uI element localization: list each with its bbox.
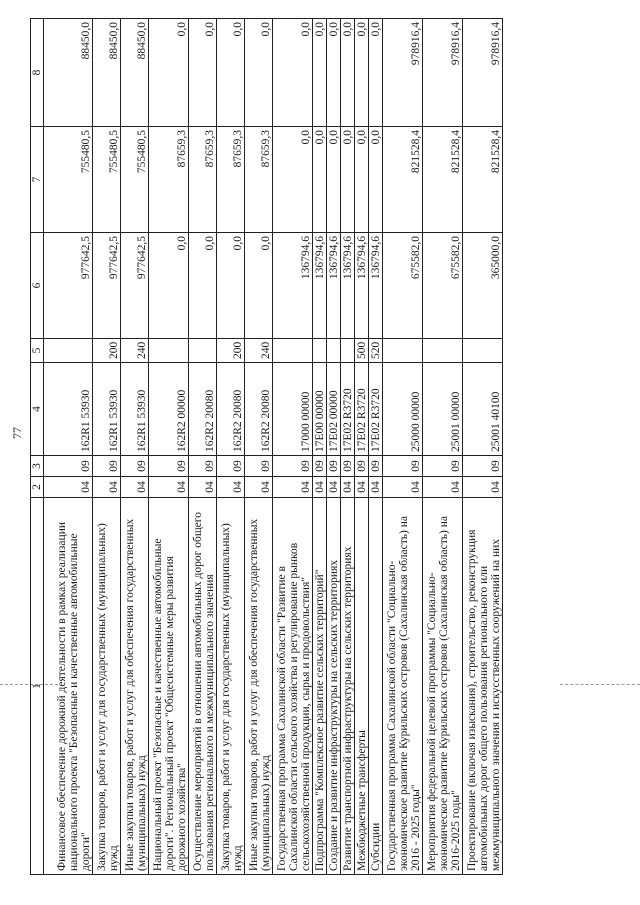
target-article-code: 162R1 53930 (44, 363, 93, 456)
expense-type-code: 200 (93, 339, 121, 363)
row-name: Финансовое обеспечение дорожной деятельности в рамках реализации национального проекта "Безопасные и качественные автомобильные дороги" (44, 498, 93, 875)
row-name: Государственная программа Сахалинской области "Развитие в Сахалинской области сельского хозяйства и регулирование рынков сельскохозяйственной продукции, сырья и продовольствия" (273, 498, 313, 875)
row-name: Субсидии (369, 498, 383, 875)
target-article-code: 17E02 R3720 (369, 363, 383, 456)
expense-type-code: 520 (369, 339, 383, 363)
column-header: 6 (31, 233, 44, 339)
target-article-code: 25001 00000 (423, 363, 463, 456)
amount-col-6: 136794,6 (273, 233, 313, 339)
expense-type-code: 200 (217, 339, 245, 363)
amount-col-8: 0,0 (313, 19, 327, 127)
amount-col-6: 675582,0 (383, 233, 423, 339)
amount-col-8: 0,0 (355, 19, 369, 127)
target-article-code: 162R2 00000 (149, 363, 189, 456)
section-code: 04 (93, 477, 121, 498)
amount-col-6: 977642,5 (44, 233, 93, 339)
table-row (463, 19, 503, 875)
section-code: 04 (273, 477, 313, 498)
row-name: Развитие транспортной инфраструктуры на сельских территориях (341, 498, 355, 875)
target-article-code: 17E02 R3720 (355, 363, 369, 456)
row-name: Закупка товаров, работ и услуг для государственных (муниципальных) нужд (93, 498, 121, 875)
amount-col-8: 978916,4 (383, 19, 423, 127)
table-row (423, 19, 463, 875)
target-article-code: 162R1 53930 (93, 363, 121, 456)
table-header-row (31, 19, 44, 875)
target-article-code: 25000 00000 (383, 363, 423, 456)
table-row (341, 19, 355, 875)
amount-col-6: 136794,6 (313, 233, 327, 339)
section-code: 04 (149, 477, 189, 498)
amount-col-8: 0,0 (369, 19, 383, 127)
section-code: 04 (463, 477, 503, 498)
expense-type-code (313, 339, 327, 363)
table-row (217, 19, 245, 875)
column-header: 4 (31, 363, 44, 456)
amount-col-6: 136794,6 (327, 233, 341, 339)
subsection-code: 09 (369, 456, 383, 477)
column-header: 7 (31, 127, 44, 233)
amount-col-8: 0,0 (189, 19, 217, 127)
section-code: 04 (245, 477, 273, 498)
amount-col-6: 136794,6 (355, 233, 369, 339)
expense-type-code (327, 339, 341, 363)
row-name: Создание и развитие инфраструктуры на сельских территориях (327, 498, 341, 875)
subsection-code: 09 (383, 456, 423, 477)
amount-col-6: 136794,6 (369, 233, 383, 339)
subsection-code: 09 (341, 456, 355, 477)
section-code: 04 (423, 477, 463, 498)
amount-col-7: 87659,3 (149, 127, 189, 233)
amount-col-7: 821528,4 (423, 127, 463, 233)
column-header: 2 (31, 477, 44, 498)
amount-col-6: 0,0 (189, 233, 217, 339)
amount-col-8: 88450,0 (93, 19, 121, 127)
table-row (369, 19, 383, 875)
column-header: 5 (31, 339, 44, 363)
row-name: Иные закупки товаров, работ и услуг для обеспечения государственных (муниципальных) нужд (245, 498, 273, 875)
section-code: 04 (217, 477, 245, 498)
table-row (355, 19, 369, 875)
section-code: 04 (44, 477, 93, 498)
subsection-code: 09 (273, 456, 313, 477)
expense-type-code (149, 339, 189, 363)
row-name: Государственная программа Сахалинской области "Социально-экономическое развитие Курильских островов (Сахалинская область) на 2016 - 2025 годы" (383, 498, 423, 875)
section-code: 04 (121, 477, 149, 498)
column-header: 1 (31, 498, 44, 875)
expense-type-code (423, 339, 463, 363)
table-row (383, 19, 423, 875)
target-article-code: 17E02 R3720 (341, 363, 355, 456)
target-article-code: 162R2 20080 (189, 363, 217, 456)
subsection-code: 09 (355, 456, 369, 477)
expense-type-code (44, 339, 93, 363)
amount-col-7: 0,0 (355, 127, 369, 233)
table-row (313, 19, 327, 875)
amount-col-7: 821528,4 (383, 127, 423, 233)
amount-col-6: 365000,0 (463, 233, 503, 339)
amount-col-7: 755480,5 (93, 127, 121, 233)
subsection-code: 09 (189, 456, 217, 477)
amount-col-7: 87659,3 (245, 127, 273, 233)
target-article-code: 162R2 20080 (245, 363, 273, 456)
expense-type-code (341, 339, 355, 363)
row-name: Подпрограмма "Комплексное развитие сельских территорий" (313, 498, 327, 875)
expense-type-code: 240 (245, 339, 273, 363)
table-row (149, 19, 189, 875)
section-code: 04 (369, 477, 383, 498)
target-article-code: 17E02 00000 (327, 363, 341, 456)
section-code: 04 (327, 477, 341, 498)
row-name: Межбюджетные трансферты (355, 498, 369, 875)
amount-col-8: 0,0 (149, 19, 189, 127)
amount-col-7: 755480,5 (121, 127, 149, 233)
row-name: Мероприятия федеральной целевой программы "Социально-экономическое развитие Курильских островов (Сахалинская область) на 2016-2025 годы" (423, 498, 463, 875)
amount-col-6: 675582,0 (423, 233, 463, 339)
target-article-code: 25001 40100 (463, 363, 503, 456)
subsection-code: 09 (313, 456, 327, 477)
table-row (121, 19, 149, 875)
column-header: 8 (31, 19, 44, 127)
subsection-code: 09 (149, 456, 189, 477)
subsection-code: 09 (463, 456, 503, 477)
expense-type-code (189, 339, 217, 363)
row-name: Проектирование (включая изыскания), строительство, реконструкция автомобильных дорог общего пользования регионального или межмуниципального значения и искусственных сооружений на них (463, 498, 503, 875)
amount-col-8: 0,0 (217, 19, 245, 127)
subsection-code: 09 (44, 456, 93, 477)
section-code: 04 (341, 477, 355, 498)
page-number: 77 (10, 427, 24, 439)
table-row (189, 19, 217, 875)
amount-col-8: 0,0 (245, 19, 273, 127)
row-name: Закупка товаров, работ и услуг для государственных (муниципальных) нужд (217, 498, 245, 875)
expense-type-code (463, 339, 503, 363)
amount-col-7: 755480,5 (44, 127, 93, 233)
amount-col-7: 0,0 (327, 127, 341, 233)
subsection-code: 09 (121, 456, 149, 477)
row-name: Национальный проект "Безопасные и качественные автомобильные дороги". Региональный проект "Общесистемные меры развития дорожного хозяйства" (149, 498, 189, 875)
table-row (93, 19, 121, 875)
budget-table (30, 18, 503, 875)
target-article-code: 17000 00000 (273, 363, 313, 456)
amount-col-7: 0,0 (341, 127, 355, 233)
amount-col-7: 87659,3 (189, 127, 217, 233)
amount-col-6: 977642,5 (93, 233, 121, 339)
amount-col-6: 0,0 (149, 233, 189, 339)
amount-col-7: 821528,4 (463, 127, 503, 233)
subsection-code: 09 (423, 456, 463, 477)
subsection-code: 09 (93, 456, 121, 477)
target-article-code: 162R1 53930 (121, 363, 149, 456)
amount-col-8: 978916,4 (463, 19, 503, 127)
expense-type-code: 240 (121, 339, 149, 363)
section-code: 04 (189, 477, 217, 498)
subsection-code: 09 (327, 456, 341, 477)
amount-col-7: 0,0 (369, 127, 383, 233)
expense-type-code (383, 339, 423, 363)
row-name: Осуществление мероприятий в отношении автомобильных дорог общего пользования регионального и межмуниципального значения (189, 498, 217, 875)
table-row (44, 19, 93, 875)
column-header: 3 (31, 456, 44, 477)
target-article-code: 17E00 00000 (313, 363, 327, 456)
amount-col-8: 88450,0 (44, 19, 93, 127)
target-article-code: 162R2 20080 (217, 363, 245, 456)
amount-col-6: 0,0 (245, 233, 273, 339)
subsection-code: 09 (245, 456, 273, 477)
amount-col-6: 0,0 (217, 233, 245, 339)
table-row (327, 19, 341, 875)
amount-col-8: 88450,0 (121, 19, 149, 127)
table-row (273, 19, 313, 875)
amount-col-6: 136794,6 (341, 233, 355, 339)
amount-col-7: 87659,3 (217, 127, 245, 233)
row-name: Иные закупки товаров, работ и услуг для обеспечения государственных (муниципальных) нужд (121, 498, 149, 875)
amount-col-7: 0,0 (273, 127, 313, 233)
amount-col-8: 0,0 (327, 19, 341, 127)
subsection-code: 09 (217, 456, 245, 477)
table-row (245, 19, 273, 875)
amount-col-8: 0,0 (341, 19, 355, 127)
section-code: 04 (313, 477, 327, 498)
section-code: 04 (355, 477, 369, 498)
expense-type-code: 500 (355, 339, 369, 363)
amount-col-7: 0,0 (313, 127, 327, 233)
section-code: 04 (383, 477, 423, 498)
amount-col-8: 978916,4 (423, 19, 463, 127)
amount-col-8: 0,0 (273, 19, 313, 127)
amount-col-6: 977642,5 (121, 233, 149, 339)
expense-type-code (273, 339, 313, 363)
